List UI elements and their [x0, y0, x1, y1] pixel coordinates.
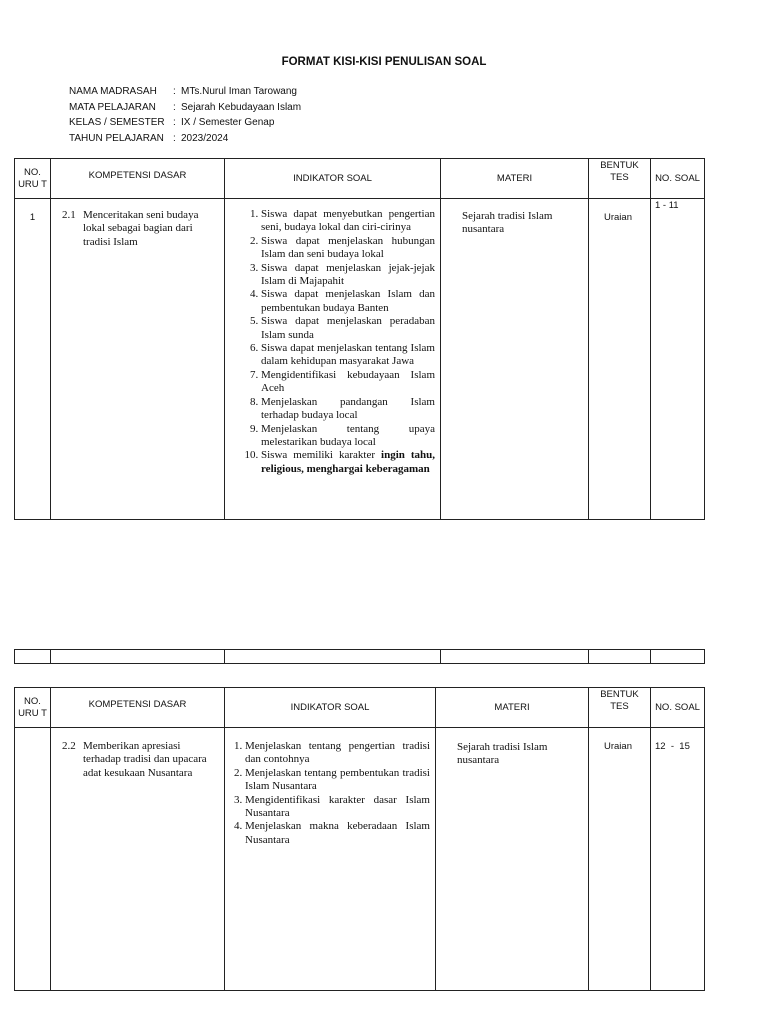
- cell-materi: Sejarah tradisi Islam nusantara: [441, 199, 589, 520]
- empty-cell: [51, 650, 225, 664]
- header-bentuk: BENTUK TES: [589, 688, 651, 728]
- list-item: 7. Mengidentifikasi kebudayaan Islam Aceh: [261, 369, 435, 396]
- meta-separator: :: [173, 133, 176, 145]
- list-item: 8. Menjelaskan pandangan Islam terhadap budaya local: [261, 396, 435, 423]
- header-no-urut: NO. URU T: [15, 159, 51, 199]
- kisi-table-1: [14, 158, 705, 520]
- meta-value: IX / Semester Genap: [181, 117, 275, 129]
- header-indikator: INDIKATOR SOAL: [225, 159, 441, 199]
- header-bentuk: BENTUK TES: [589, 159, 651, 199]
- cell-no-soal: 1 - 11: [651, 199, 705, 520]
- header-kompetensi: KOMPETENSI DASAR: [51, 159, 225, 199]
- cell-kompetensi: [51, 728, 225, 991]
- header-no-soal: NO. SOAL: [651, 688, 705, 728]
- page-title: FORMAT KISI-KISI PENULISAN SOAL: [281, 56, 487, 68]
- cell-materi: Sejarah tradisi Islam nusantara: [436, 728, 589, 991]
- meta-separator: :: [173, 86, 176, 97]
- empty-cell: [441, 650, 589, 664]
- table-row: [15, 199, 705, 520]
- list-item: 3. Siswa dapat menjelaskan jejak-jejak Islam di Majapahit: [261, 262, 435, 289]
- meta-separator: :: [173, 101, 176, 113]
- meta-row-subject: [69, 100, 301, 116]
- list-item: 2. Siswa dapat menjelaskan hubungan Islam dan seni budaya lokal: [261, 235, 435, 262]
- header-indikator: INDIKATOR SOAL: [225, 688, 436, 728]
- list-item: 5. Siswa dapat menjelaskan peradaban Islam sunda: [261, 315, 435, 342]
- cell-bentuk: Uraian: [589, 728, 651, 991]
- list-item: 1. Menjelaskan tentang pengertian tradisi dan contohnya: [245, 740, 430, 767]
- meta-label: MATA PELAJARAN: [69, 101, 156, 113]
- meta-row-class: [69, 115, 301, 131]
- cell-no: [15, 728, 51, 991]
- header-kompetensi: KOMPETENSI DASAR: [51, 688, 225, 728]
- indicator-list: [225, 728, 435, 847]
- empty-cell: [15, 650, 51, 664]
- indicator-list: [225, 199, 440, 476]
- meta-row-year: [69, 131, 301, 147]
- kd-text: Memberikan apresiasi terhadap tradisi dan upacara adat kesukaan Nusantara: [83, 740, 207, 779]
- indicator-text: Siswa memiliki karakter: [261, 449, 382, 462]
- empty-table-strip: [14, 649, 705, 664]
- meta-label: KELAS / SEMESTER: [69, 117, 165, 129]
- meta-value: MTs.Nurul Iman Tarowang: [181, 86, 297, 97]
- kd-number: 2.1: [62, 209, 76, 221]
- meta-separator: :: [173, 117, 176, 129]
- cell-kompetensi: [51, 199, 225, 520]
- cell-bentuk: Uraian: [589, 199, 651, 520]
- meta-label: NAMA MADRASAH: [69, 86, 157, 97]
- empty-cell: [651, 650, 705, 664]
- table-row: [15, 728, 705, 991]
- cell-no: 1: [15, 199, 51, 520]
- list-item: 4. Siswa dapat menjelaskan Islam dan pembentukan budaya Banten: [261, 288, 435, 315]
- empty-cell: [225, 650, 441, 664]
- list-item: 4. Menjelaskan makna keberadaan Islam Nusantara: [245, 820, 430, 847]
- document-meta: [69, 84, 301, 147]
- list-item: 1. Siswa dapat menyebutkan pengertian seni, budaya lokal dan ciri-cirinya: [261, 208, 435, 235]
- empty-cell: [589, 650, 651, 664]
- list-item: 9. Menjelaskan tentang upaya melestarikan budaya local: [261, 423, 435, 450]
- meta-row-madrasah: [69, 84, 301, 100]
- header-no-soal: NO. SOAL: [651, 159, 705, 199]
- kisi-table-2: [14, 687, 705, 991]
- meta-label: TAHUN PELAJARAN: [69, 133, 164, 145]
- cell-no-soal: 12 - 15: [651, 728, 705, 991]
- header-materi: MATERI: [436, 688, 589, 728]
- indicator-bold-text: ingin tahu, religious, menghargai keberagaman: [261, 449, 436, 475]
- list-item: [261, 449, 435, 476]
- meta-value: Sejarah Kebudayaan Islam: [181, 101, 302, 113]
- list-item: 2. Menjelaskan tentang pembentukan tradisi Islam Nusantara: [245, 767, 430, 794]
- list-item: 3. Mengidentifikasi karakter dasar Islam Nusantara: [245, 794, 430, 821]
- kd-text: Menceritakan seni budaya lokal sebagai bagian dari tradisi Islam: [83, 209, 199, 248]
- header-materi: MATERI: [441, 159, 589, 199]
- meta-value: 2023/2024: [181, 133, 229, 145]
- empty-row: [15, 650, 705, 664]
- table-header-row: [15, 688, 705, 728]
- cell-indikator: [225, 728, 436, 991]
- list-item: 6. Siswa dapat menjelaskan tentang Islam dalam kehidupan masyarakat Jawa: [261, 342, 435, 369]
- header-no-urut: NO. URU T: [15, 688, 51, 728]
- cell-indikator: [225, 199, 441, 520]
- kd-number: 2.2: [62, 740, 76, 752]
- table-header-row: [15, 159, 705, 199]
